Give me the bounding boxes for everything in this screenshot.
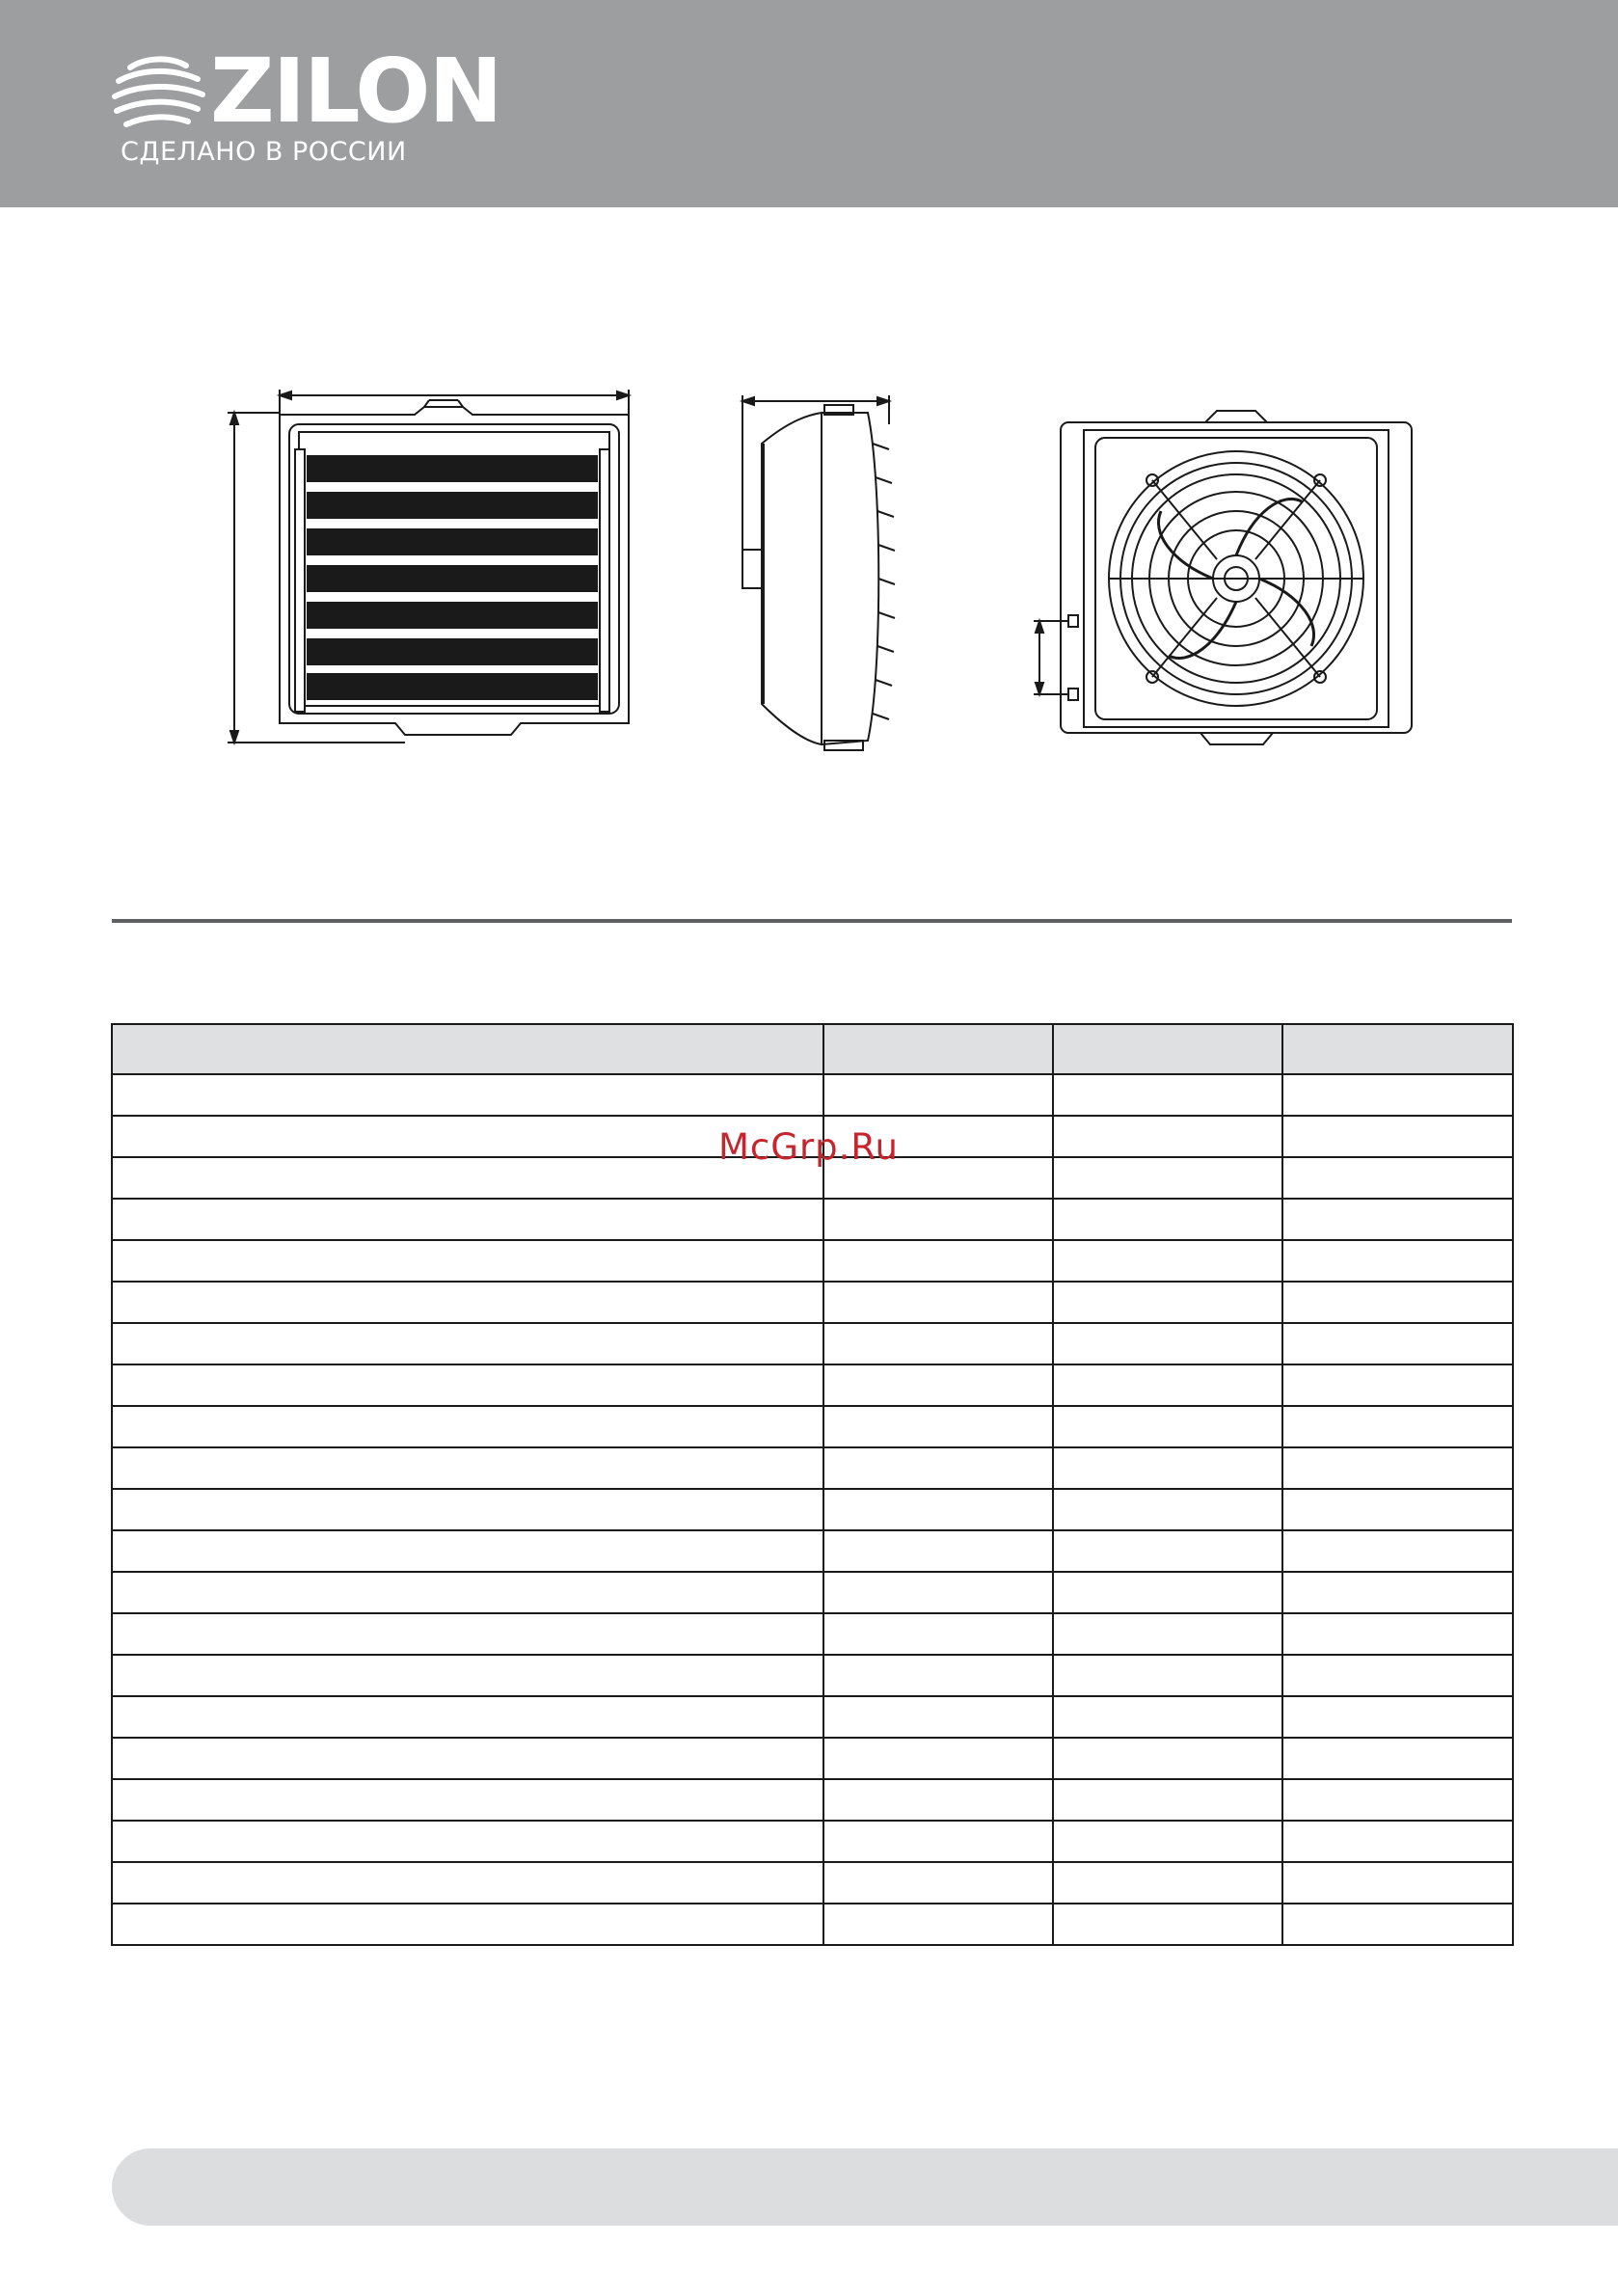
table-cell — [1282, 1157, 1513, 1199]
table-cell — [1053, 1821, 1282, 1862]
rear-view-drawing — [1034, 411, 1412, 744]
table-cell — [112, 1406, 823, 1447]
table-cell — [823, 1364, 1053, 1406]
table-cell — [1053, 1447, 1282, 1489]
table-cell — [1282, 1696, 1513, 1738]
table-cell — [1053, 1074, 1282, 1116]
table-row — [112, 1530, 1513, 1572]
table-cell — [1053, 1655, 1282, 1696]
table-cell — [1053, 1738, 1282, 1779]
table-cell — [112, 1613, 823, 1655]
table-cell — [1053, 1572, 1282, 1613]
table-cell — [112, 1696, 823, 1738]
table-cell — [823, 1738, 1053, 1779]
table-cell — [1282, 1572, 1513, 1613]
table-cell — [1053, 1199, 1282, 1240]
table-cell — [823, 1282, 1053, 1323]
table-cell — [1053, 1157, 1282, 1199]
table-cell — [823, 1821, 1053, 1862]
table-cell — [1282, 1116, 1513, 1157]
table-cell — [1053, 1323, 1282, 1364]
table-row — [112, 1489, 1513, 1530]
table-cell — [823, 1862, 1053, 1904]
table-row — [112, 1904, 1513, 1945]
table-cell — [112, 1904, 823, 1945]
table-header-cell — [823, 1024, 1053, 1074]
table-cell — [1053, 1779, 1282, 1821]
table-cell — [1053, 1364, 1282, 1406]
table-cell — [1053, 1613, 1282, 1655]
table-cell — [112, 1862, 823, 1904]
table-body — [112, 1074, 1513, 1945]
watermark-text: McGrp.Ru — [718, 1126, 899, 1168]
table-cell — [823, 1613, 1053, 1655]
table-cell — [1282, 1364, 1513, 1406]
table-cell — [1053, 1904, 1282, 1945]
section-divider — [112, 919, 1512, 923]
table-cell — [823, 1074, 1053, 1116]
table-cell — [112, 1447, 823, 1489]
table-cell — [823, 1655, 1053, 1696]
table-row — [112, 1282, 1513, 1323]
technical-drawings — [0, 366, 1618, 771]
zilon-logo — [111, 40, 501, 171]
table-row — [112, 1862, 1513, 1904]
table-header-cell — [112, 1024, 823, 1074]
table-cell — [1282, 1862, 1513, 1904]
table-cell — [1282, 1323, 1513, 1364]
table-cell — [1282, 1447, 1513, 1489]
table-cell — [823, 1489, 1053, 1530]
table-row — [112, 1696, 1513, 1738]
zilon-globe-icon — [111, 50, 207, 137]
logo-brand-text: ZILON — [210, 40, 501, 143]
table-cell — [112, 1572, 823, 1613]
table-cell — [1053, 1696, 1282, 1738]
table-cell — [1282, 1655, 1513, 1696]
table-cell — [1053, 1530, 1282, 1572]
table-row — [112, 1406, 1513, 1447]
side-view-drawing — [742, 395, 895, 750]
table-cell — [823, 1240, 1053, 1282]
table-cell — [1282, 1406, 1513, 1447]
table-cell — [112, 1489, 823, 1530]
table-cell — [112, 1821, 823, 1862]
table-row — [112, 1655, 1513, 1696]
table-cell — [823, 1447, 1053, 1489]
table-cell — [112, 1738, 823, 1779]
front-view-louvres — [295, 449, 609, 712]
table-row — [112, 1738, 1513, 1779]
page-header — [0, 0, 1618, 207]
table-cell — [112, 1116, 823, 1157]
table-cell — [1053, 1862, 1282, 1904]
table-cell — [823, 1323, 1053, 1364]
table-cell — [112, 1240, 823, 1282]
table-cell — [112, 1779, 823, 1821]
table-cell — [1282, 1779, 1513, 1821]
table-cell — [823, 1406, 1053, 1447]
table-row — [112, 1572, 1513, 1613]
table-cell — [1282, 1074, 1513, 1116]
table-cell — [112, 1655, 823, 1696]
table-cell — [1053, 1406, 1282, 1447]
table-row — [112, 1323, 1513, 1364]
table-row — [112, 1199, 1513, 1240]
table-row — [112, 1613, 1513, 1655]
table-cell — [112, 1074, 823, 1116]
table-header-cell — [1282, 1024, 1513, 1074]
table-cell — [823, 1904, 1053, 1945]
table-cell — [112, 1199, 823, 1240]
table-cell — [1053, 1240, 1282, 1282]
table-row — [112, 1447, 1513, 1489]
table-cell — [1282, 1738, 1513, 1779]
table-cell — [1282, 1821, 1513, 1862]
table-cell — [112, 1530, 823, 1572]
table-cell — [823, 1696, 1053, 1738]
logo-tagline: СДЕЛАНО В РОССИИ — [121, 137, 407, 167]
table-header-cell — [1053, 1024, 1282, 1074]
table-header-row — [112, 1024, 1513, 1074]
table-cell — [1282, 1530, 1513, 1572]
table-cell — [823, 1779, 1053, 1821]
table-row — [112, 1821, 1513, 1862]
table-cell — [823, 1530, 1053, 1572]
table-cell — [1282, 1489, 1513, 1530]
table-cell — [1282, 1240, 1513, 1282]
table-cell — [1053, 1116, 1282, 1157]
table-cell — [1282, 1613, 1513, 1655]
table-cell — [112, 1364, 823, 1406]
table-cell — [112, 1157, 823, 1199]
table-cell — [112, 1323, 823, 1364]
table-cell — [1053, 1489, 1282, 1530]
table-cell — [112, 1282, 823, 1323]
table-cell — [823, 1572, 1053, 1613]
table-row — [112, 1364, 1513, 1406]
table-row — [112, 1074, 1513, 1116]
table-cell — [1282, 1199, 1513, 1240]
table-cell — [1282, 1904, 1513, 1945]
footer-bar — [112, 2148, 1618, 2226]
table-row — [112, 1240, 1513, 1282]
table-cell — [823, 1199, 1053, 1240]
table-cell — [1053, 1282, 1282, 1323]
table-cell — [1282, 1282, 1513, 1323]
table-row — [112, 1779, 1513, 1821]
